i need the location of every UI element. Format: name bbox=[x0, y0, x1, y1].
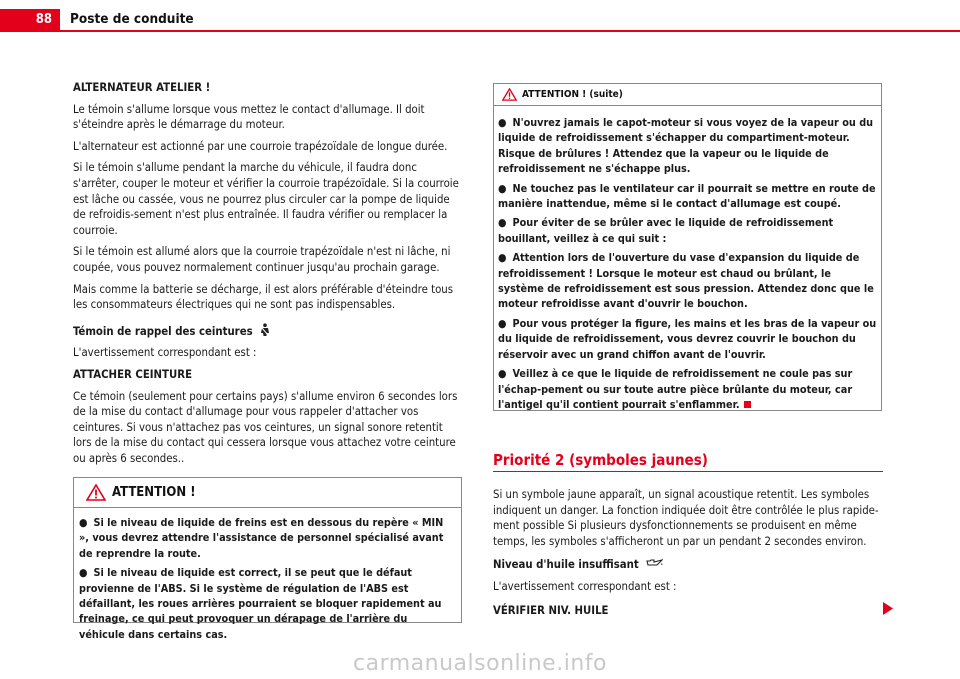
warning-icon bbox=[86, 484, 106, 501]
attention-item bbox=[498, 366, 877, 412]
next-page-arrow-icon bbox=[882, 602, 893, 615]
bullet-icon: ● bbox=[79, 566, 88, 580]
section-rule bbox=[493, 471, 883, 472]
paragraph: Si le témoin est allumé alors que la courroie trapézoïdale n'est ni lâche, ni coupée, vous pouvez normalement continuer jusqu'au prochain garage. bbox=[73, 245, 451, 274]
bullet-icon: ● bbox=[498, 367, 507, 381]
attention-item-text: Si le niveau de liquide de freins est en dessous du repère « MIN », vous devrez attendre l'assistance de personnel spécialisé avant de reprendre la route. bbox=[79, 516, 444, 560]
heading-huile-text: Niveau d'huile insuffisant bbox=[493, 558, 639, 572]
paragraph: Si le témoin s'allume pendant la marche du véhicule, il faudra donc s'arrêter, couper le moteur et vérifier la courroie trapézoïdale. Si la courroie est lâche ou cassée, vous ne pourrez plus circuler car la pompe de liquide de refroidis-sement n'est plus entraînée. Il faudra vérifier ou remplacer la courroie. bbox=[73, 161, 459, 237]
attention-item bbox=[498, 181, 877, 212]
attention-item bbox=[498, 215, 877, 246]
paragraph: Le témoin s'allume lorsque vous mettez le contact d'allumage. Il doit s'éteindre après le démarrage du moteur. bbox=[73, 102, 425, 132]
bullet-icon: ● bbox=[498, 116, 507, 129]
page-number: 88 bbox=[0, 9, 60, 30]
attention-item bbox=[498, 115, 877, 177]
bullet-icon: ● bbox=[498, 251, 507, 265]
section-title: Priorité 2 (symboles jaunes) bbox=[493, 451, 708, 469]
left-column bbox=[73, 80, 463, 472]
right-column bbox=[493, 487, 883, 624]
watermark: carmanualsonline.info bbox=[353, 651, 607, 676]
attention-box-left bbox=[73, 477, 462, 641]
heading-verifier: VÉRIFIER NIV. HUILE bbox=[493, 603, 609, 617]
heading-huile bbox=[493, 557, 883, 573]
seatbelt-icon bbox=[259, 323, 271, 337]
bullet-icon: ● bbox=[498, 216, 507, 230]
bullet-icon: ● bbox=[498, 181, 507, 195]
attention-item-text: Ne touchez pas le ventilateur car il pourrait se mettre en route de manière inattendue, même si le contact d'allumage est coupé. bbox=[498, 181, 876, 211]
heading-ceintures-text: Témoin de rappel des ceintures bbox=[73, 324, 253, 338]
attention-item-text: Pour vous protéger la figure, les mains et les bras de la vapeur ou du liquide de refroidissement, vous devrez couvrir le bouchon du réservoir avec un grand chiffon avant de l'ouvrir. bbox=[498, 316, 877, 361]
attention-title: ATTENTION ! bbox=[112, 485, 196, 500]
heading-alternateur: ALTERNATEUR ATELIER ! bbox=[73, 81, 211, 94]
attention-item bbox=[79, 565, 455, 642]
end-marker-icon bbox=[744, 401, 751, 408]
attention-item bbox=[498, 316, 877, 362]
attention-item bbox=[498, 250, 877, 312]
heading-ceintures bbox=[73, 323, 463, 340]
bullet-icon: ● bbox=[498, 316, 507, 330]
attention-item-text: Veillez à ce que le liquide de refroidissement ne coule pas sur l'échap-pement ou sur toute autre pièce brûlante du moteur, car l'antigel qu'il contient pourrait s'enflammer. bbox=[498, 367, 853, 411]
paragraph: Si un symbole jaune apparaît, un signal acoustique retentit. Les symboles indiquent un danger. La fonction indiquée doit être contrôlée le plus rapide-ment possible Si plusieurs dysfonctionnements se produisent en même temps, les symboles s'afficheront un par un pendant 2 secondes environ. bbox=[493, 488, 879, 548]
attention-title: ATTENTION ! (suite) bbox=[522, 89, 623, 100]
attention-item-text: Si le niveau de liquide est correct, il se peut que le défaut provienne de l'ABS. Si le système de régulation de l'ABS est défaillant, les roues arrières pourraient se bloquer rapidement au freinage, ce qui peut provoquer un dérapage de l'arrière du véhicule dans certains cas. bbox=[79, 566, 442, 641]
header-rule bbox=[0, 30, 960, 32]
attention-item-text: Pour éviter de se brûler avec le liquide de refroidissement bouillant, veillez à ce qui suit : bbox=[498, 216, 834, 245]
page-title: Poste de conduite bbox=[70, 11, 194, 27]
attention-item-text: N'ouvrez jamais le capot-moteur si vous voyez de la vapeur ou du liquide de refroidissement s'échapper du compartiment-moteur. Risque de brûlures ! Attendez que la vapeur ou le liquide de refroidissement ne s'échappe plus. bbox=[498, 116, 874, 176]
paragraph: Mais comme la batterie se décharge, il est alors préférable d'éteindre tous les consommateurs électriques qui ne sont pas indispensables. bbox=[73, 282, 454, 312]
oil-can-icon bbox=[645, 558, 663, 568]
attention-item-text: Attention lors de l'ouverture du vase d'expansion du liquide de refroidissement ! Lorsque le moteur est chaud ou brûlant, le système de refroidissement est sous pression. Attendez donc que le moteur refroidisse avant d'ouvrir le bouchon. bbox=[498, 251, 874, 311]
paragraph: Ce témoin (seulement pour certains pays) s'allume environ 6 secondes lors de la mise du contact d'allumage pour vous rappeler d'attacher vos ceintures. Si vous n'attachez pas vos ceintures, un signal sonore retentit lors de la mise du contact qui cessera lorsque vous attachez votre ceinture ou après 6 secondes.. bbox=[73, 389, 458, 465]
paragraph: L'avertissement correspondant est : bbox=[73, 346, 257, 360]
warning-icon bbox=[502, 88, 517, 101]
attention-header bbox=[494, 84, 881, 106]
attention-item bbox=[79, 515, 455, 561]
attention-box-right bbox=[493, 83, 882, 411]
attention-header bbox=[74, 478, 461, 508]
bullet-icon: ● bbox=[79, 516, 88, 529]
paragraph: L'avertissement correspondant est : bbox=[493, 579, 677, 593]
heading-attacher: ATTACHER CEINTURE bbox=[73, 367, 193, 381]
paragraph: L'alternateur est actionné par une courroie trapézoïdale de longue durée. bbox=[73, 139, 448, 153]
